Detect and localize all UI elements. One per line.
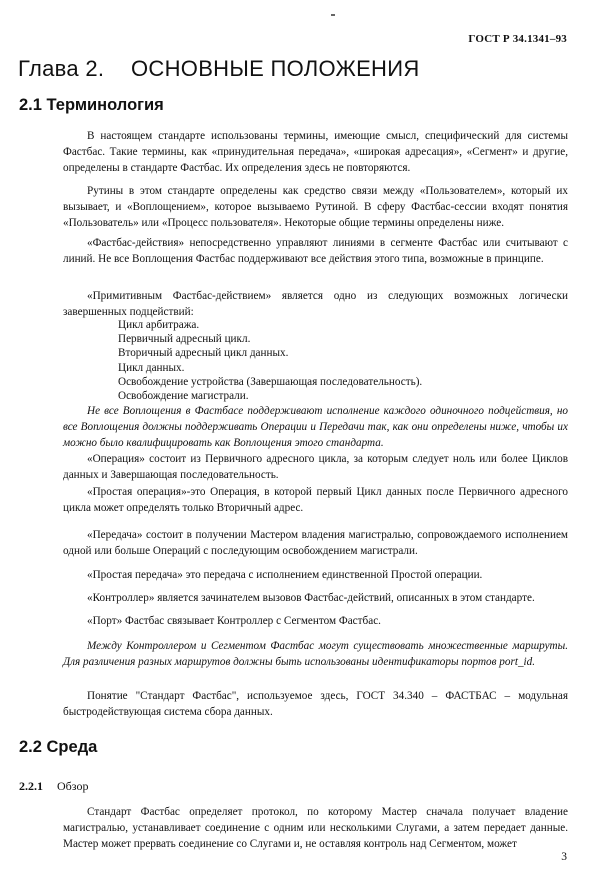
paragraph: В настоящем стандарте использованы термины, имеющие смысл, специфический для системы Фастбас. Такие термины, как «принудительная передача», «широкая адресация», «Сегмент» и другие, определены в стандарте Фастбас. Их определения здесь не повторяются. [63, 130, 568, 174]
chapter-name: ОСНОВНЫЕ ПОЛОЖЕНИЯ [131, 56, 420, 81]
section-heading: 2.2 Среда [19, 738, 98, 756]
list-item: Освобождение магистрали. [118, 390, 249, 403]
page-number: 3 [561, 851, 567, 863]
paragraph: «Фастбас-действия» непосредственно управляют линиями в сегменте Фастбас или считывают с линий. Не все Воплощения Фастбас поддерживают все действия этого типа, возможные в принципе. [63, 237, 568, 265]
list-item: Освобождение устройства (Завершающая последовательность). [118, 375, 423, 388]
paragraph: «Контроллер» является зачинателем вызовов Фастбас-действий, описанных в этом стандарте. [87, 592, 535, 604]
subsection-heading [19, 779, 88, 794]
list-item: Первичный адресный цикл. [118, 333, 251, 346]
list-item: Цикл данных. [118, 361, 185, 374]
scan-mark [331, 14, 335, 16]
paragraph: «Примитивным Фастбас-действием» является одно из следующих возможных логически завершенных подцействий: [63, 290, 568, 318]
paragraph: Понятие "Стандарт Фастбас", используемое здесь, ГОСТ 34.340 – ФАСТБАС – модульная быстродействующая система сбора данных. [63, 690, 568, 718]
paragraph: «Передача» состоит в получении Мастером владения магистралью, сопровождаемого исполнением одной или больше Операций с последующим освобождением магистрали. [63, 529, 568, 557]
subsection-title: Обзор [57, 779, 89, 793]
paragraph: «Простая операция»-это Операция, в которой первый Цикл данных после Первичного адресного цикла может определять только Вторичный адрес. [63, 486, 568, 514]
subsection-number: 2.2.1 [19, 779, 43, 793]
paragraph: «Порт» Фастбас связывает Контроллер с Сегментом Фастбас. [87, 615, 381, 627]
list-item: Вторичный адресный цикл данных. [118, 347, 289, 360]
section-heading: 2.1 Терминология [19, 96, 164, 114]
paragraph: Между Контроллером и Сегментом Фастбас могут существовать множественные маршруты. Для различения разных маршрутов должны быть использованы идентификаторы портов port_id. [63, 640, 568, 668]
paragraph: Не все Воплощения в Фастбасе поддерживают исполнение каждого одиночного подцействия, но все Воплощения должны поддерживать Операции и Передачи так, как они определены ниже, чтобы их можно было квалифицировать как Воплощения этого стандарта. [63, 405, 568, 449]
paragraph: Рутины в этом стандарте определены как средство связи между «Пользователем», который их вызывает, и «Воплощением», которое вызываемо Рутиной. В сферу Фастбас-сессии входят понятия «Пользователь» или «Процесс пользователя». Некоторые общие термины определены ниже. [63, 185, 568, 229]
list-item: Цикл арбитража. [118, 319, 200, 331]
paragraph: Стандарт Фастбас определяет протокол, по которому Мастер сначала получает владение магистралью, устанавливает соединение с одним или несколькими Слугами, а затем передает данные. Мастер может прервать соединение со Слугами и, не оставляя контроль над Сегментом, может [63, 806, 568, 850]
standard-header: ГОСТ Р 34.1341–93 [468, 33, 567, 45]
subaction-list [118, 318, 558, 403]
chapter-number: Глава 2. [18, 56, 105, 81]
paragraph: «Операция» состоит из Первичного адресного цикла, за которым следует ноль или более Циклов данных и Завершающая последовательность. [63, 453, 568, 481]
paragraph: «Простая передача» это передача с исполнением единственной Простой операции. [87, 569, 483, 581]
chapter-title [18, 56, 578, 82]
